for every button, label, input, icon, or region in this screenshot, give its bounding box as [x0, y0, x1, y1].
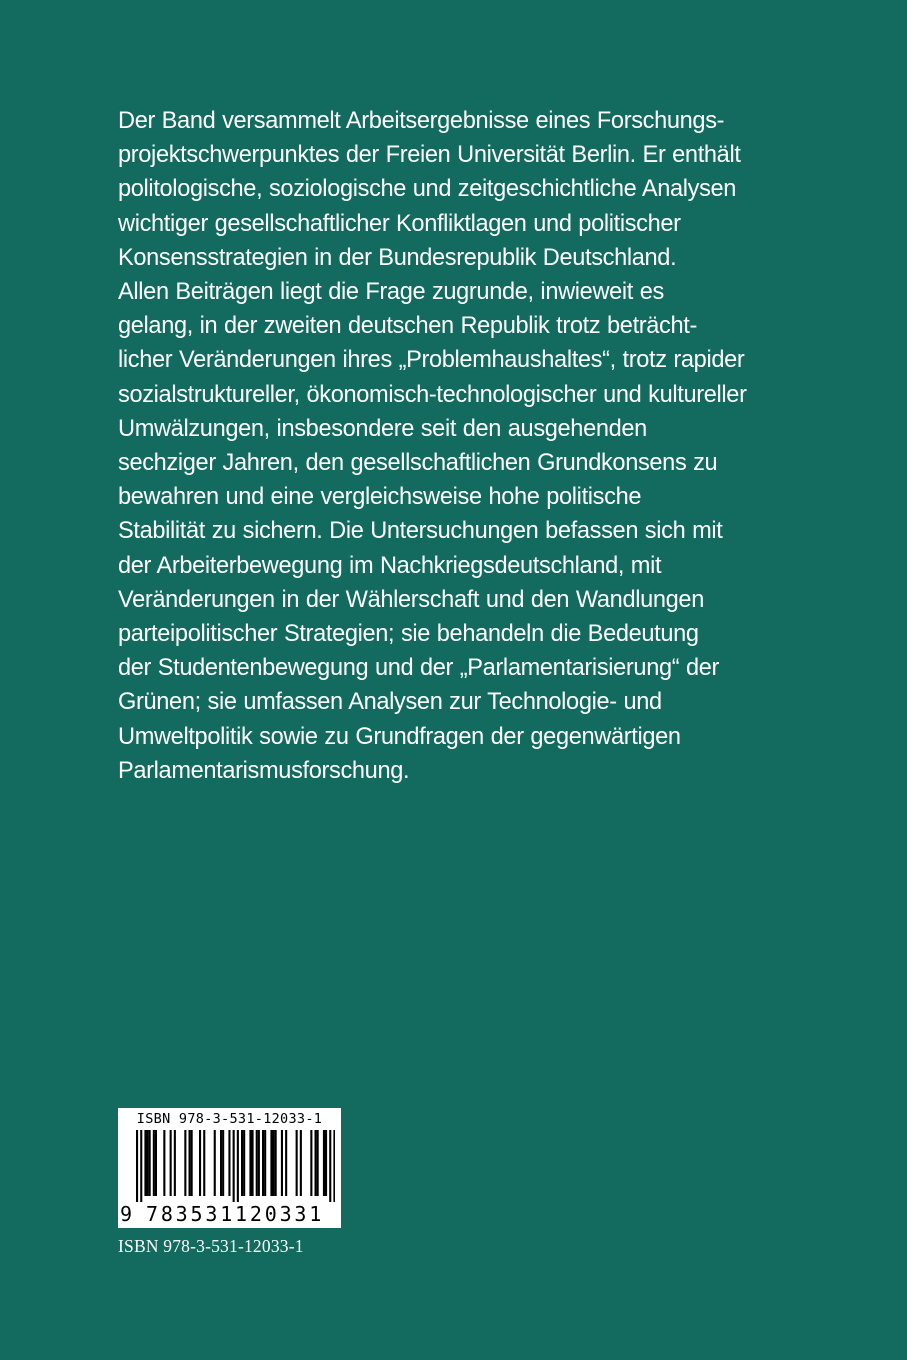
blurb-line: der Studentenbewegung und der „Parlamentarisierung“ der	[118, 655, 720, 682]
isbn-barcode	[118, 1108, 341, 1228]
barcode-bar	[315, 1130, 317, 1196]
barcode-bar	[228, 1130, 230, 1196]
barcode-bar	[310, 1130, 312, 1196]
barcode-bar	[144, 1130, 146, 1196]
blurb-line: sechziger Jahren, den gesellschaftlichen Grundkonsens zu	[118, 450, 718, 477]
blurb-line: Veränderungen in der Wählerschaft und den Wandlungen	[118, 586, 704, 613]
barcode-bar	[140, 1130, 142, 1202]
barcode-isbn-label: ISBN 978-3-531-12033-1	[136, 1111, 323, 1127]
barcode-bar	[155, 1130, 157, 1196]
barcode-bar	[220, 1130, 222, 1196]
blurb-line: Grünen; sie umfassen Analysen zur Technologie- und	[118, 689, 662, 716]
blurb-line: licher Veränderungen ihres „Problemhaushaltes“, trotz rapider	[118, 347, 745, 374]
barcode-bar	[333, 1130, 335, 1202]
barcode-bars	[124, 1130, 335, 1202]
barcode-bar	[256, 1130, 258, 1196]
barcode-digit-lead: 9	[120, 1202, 133, 1226]
blurb-line: sozialstruktureller, ökonomisch-technologischer und kultureller	[118, 381, 747, 408]
blurb-line: Umwälzungen, insbesondere seit den ausgehenden	[118, 415, 647, 442]
barcode-bar	[317, 1130, 319, 1196]
blurb-line: Stabilität zu sichern. Die Untersuchungen befassen sich mit	[118, 518, 723, 545]
blurb-line: politologische, soziologische und zeitgeschichtliche Analysen	[118, 176, 737, 203]
barcode-bar	[296, 1130, 298, 1196]
barcode-bar	[222, 1130, 224, 1196]
barcode-bar	[170, 1130, 172, 1196]
barcode-bar	[275, 1130, 277, 1196]
barcode-bar	[281, 1130, 283, 1196]
barcode-bar	[233, 1130, 235, 1202]
blurb-line: parteipolitischer Strategien; sie behandeln die Bedeutung	[118, 621, 699, 648]
blurb-line: Konsensstrategien in der Bundesrepublik Deutschland.	[118, 244, 677, 271]
barcode-bar	[203, 1130, 205, 1196]
barcode-bar	[270, 1130, 272, 1196]
blurb-line: Umweltpolitik sowie zu Grundfragen der gegenwärtigen	[118, 723, 681, 750]
barcode-bar	[329, 1130, 331, 1202]
blurb-line: der Arbeiterbewegung im Nachkriegsdeutschland, mit	[118, 552, 662, 579]
barcode-bar	[199, 1130, 201, 1196]
blurb-line: wichtiger gesellschaftlicher Konfliktlagen und politischer	[118, 210, 681, 237]
barcode-bar	[258, 1130, 260, 1196]
barcode-bar	[174, 1130, 176, 1196]
blurb-line: bewahren und eine vergleichsweise hohe politische	[118, 484, 642, 511]
barcode-bar	[249, 1130, 251, 1196]
blurb-line: Allen Beiträgen liegt die Frage zugrunde, inwieweit es	[118, 279, 664, 306]
barcode-bar	[285, 1130, 287, 1196]
barcode-bar	[163, 1130, 165, 1196]
barcode-digit-rest: 783531120331	[146, 1202, 325, 1226]
blurb-line: Der Band versammelt Arbeitsergebnisse eines Forschungs-	[118, 108, 725, 134]
isbn-text: ISBN 978-3-531-12033-1	[118, 1236, 304, 1256]
barcode-bar	[147, 1130, 149, 1196]
barcode-bar	[136, 1130, 138, 1202]
blurb-text	[118, 104, 818, 788]
barcode-bar	[184, 1130, 186, 1196]
barcode-bar	[323, 1130, 325, 1196]
barcode-bar	[252, 1130, 254, 1196]
barcode-bar	[237, 1130, 239, 1202]
barcode-bar	[243, 1130, 245, 1196]
blurb-line: Parlamentarismusforschung.	[118, 757, 410, 784]
barcode-bar	[264, 1130, 266, 1196]
barcode-bar	[262, 1130, 264, 1196]
barcode-bar	[214, 1130, 216, 1196]
barcode-bar	[325, 1130, 327, 1196]
barcode-bar	[191, 1130, 193, 1196]
barcode-bar	[189, 1130, 191, 1196]
blurb-line: projektschwerpunktes der Freien Universität Berlin. Er enthält	[118, 142, 741, 169]
barcode-bar	[273, 1130, 275, 1196]
blurb-line: gelang, in der zweiten deutschen Republik trotz beträcht-	[118, 313, 697, 340]
barcode-bar	[149, 1130, 151, 1196]
barcode-bar	[153, 1130, 155, 1196]
barcode-bar	[241, 1130, 243, 1196]
barcode-bar	[300, 1130, 302, 1196]
